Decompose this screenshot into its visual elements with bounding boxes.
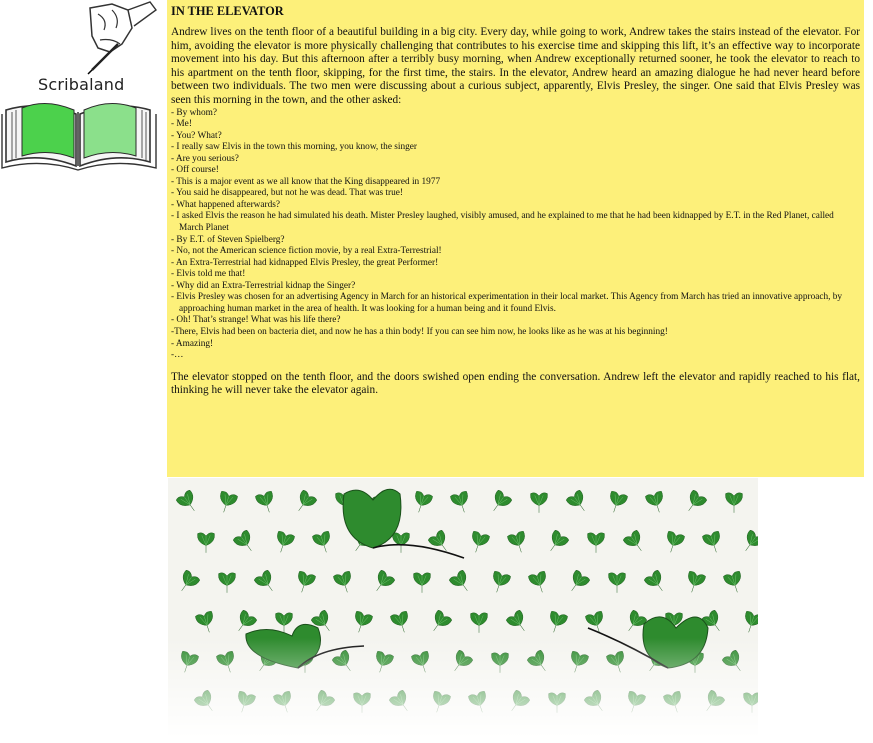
story-panel bbox=[167, 0, 864, 477]
dialogue-line: - You said he disappeared, but not he was dead. That was true! bbox=[171, 188, 403, 199]
dialogue-line: - Off course! bbox=[171, 165, 219, 176]
dialogue-line: - I asked Elvis the reason he had simulated his death. Mister Presley laughed, visibly amused, and he explained to me that he had been kidnapped by E.T. in the Red Planet, called March Planet bbox=[171, 211, 834, 234]
open-book-icon bbox=[0, 0, 163, 175]
dialogue-line: - Why did an Extra-Terrestrial kidnap the Singer? bbox=[171, 280, 356, 291]
dialogue-line: - You? What? bbox=[171, 130, 222, 141]
story-intro: Andrew lives on the tenth floor of a beautiful building in a big city. Every day, while going to work, Andrew takes the stairs instead of the elevator. For him, avoiding the elevator is more physically challenging that contributes to his exercise time and skipping this lift, it’s an effective way to incorporate movement into his day. But this afternoon after a terribly busy morning, when Andrew exceptionally returned sooner, he took the elevator to reach to his apartment on the tenth floor, skipping, for the first time, the stairs. In the elevator, Andrew heard an amazing dialogue he had never heard before between two individuals. The two men were discussing about a curious subject, apparently, Elvis Presley, the singer. One said that Elvis Presley was seen this morning in the town, and the other asked: bbox=[171, 26, 860, 106]
dialogue-line: - By whom? bbox=[171, 107, 217, 118]
dialogue-line: -There, Elvis had been on bacteria diet, and now he has a thin body! If you can see him now, he looks like as he was at his beginning! bbox=[171, 326, 668, 337]
dialogue-line: - By E.T. of Steven Spielberg? bbox=[171, 234, 285, 245]
dialogue-line: - What happened afterwards? bbox=[171, 199, 281, 210]
dialogue-line: - This is a major event as we all know that the King disappeared in 1977 bbox=[171, 176, 441, 187]
dialogue-line: - Are you serious? bbox=[171, 153, 239, 164]
dialogue-list bbox=[171, 108, 860, 362]
dialogue-line: - No, not the American science fiction movie, by a real Extra-Terrestrial! bbox=[171, 246, 442, 257]
ginkgo-leaf-illustration bbox=[168, 478, 758, 738]
story-title: IN THE ELEVATOR bbox=[171, 4, 284, 18]
story-ending: The elevator stopped on the tenth floor, and the doors swished open ending the conversation. Andrew left the elevator and rapidly reached to his flat, thinking he will never take the elevator again. bbox=[171, 370, 860, 397]
dialogue-line: - Amazing! bbox=[171, 338, 214, 349]
logo-brand-text: Scribaland bbox=[38, 75, 125, 94]
scribaland-logo bbox=[0, 0, 163, 175]
dialogue-line: -… bbox=[171, 350, 184, 361]
dialogue-line: - An Extra-Terrestrial had kidnapped Elvis Presley, the great Performer! bbox=[171, 257, 439, 268]
dialogue-line: - Me! bbox=[171, 119, 192, 130]
dialogue-line: - I really saw Elvis in the town this morning, you know, the singer bbox=[171, 142, 417, 153]
dialogue-line: - Elvis Presley was chosen for an advertising Agency in March for an historical experimentation in their local market. This Agency from March has tried an innovative approach, by approaching human market in the area of health. It was looking for a human being and it found Elvis. bbox=[171, 292, 843, 314]
ginkgo-leaf-pattern bbox=[168, 478, 758, 738]
dialogue-line: - Oh! That’s strange! What was his life there? bbox=[171, 315, 341, 326]
dialogue-line: - Elvis told me that! bbox=[171, 269, 246, 280]
